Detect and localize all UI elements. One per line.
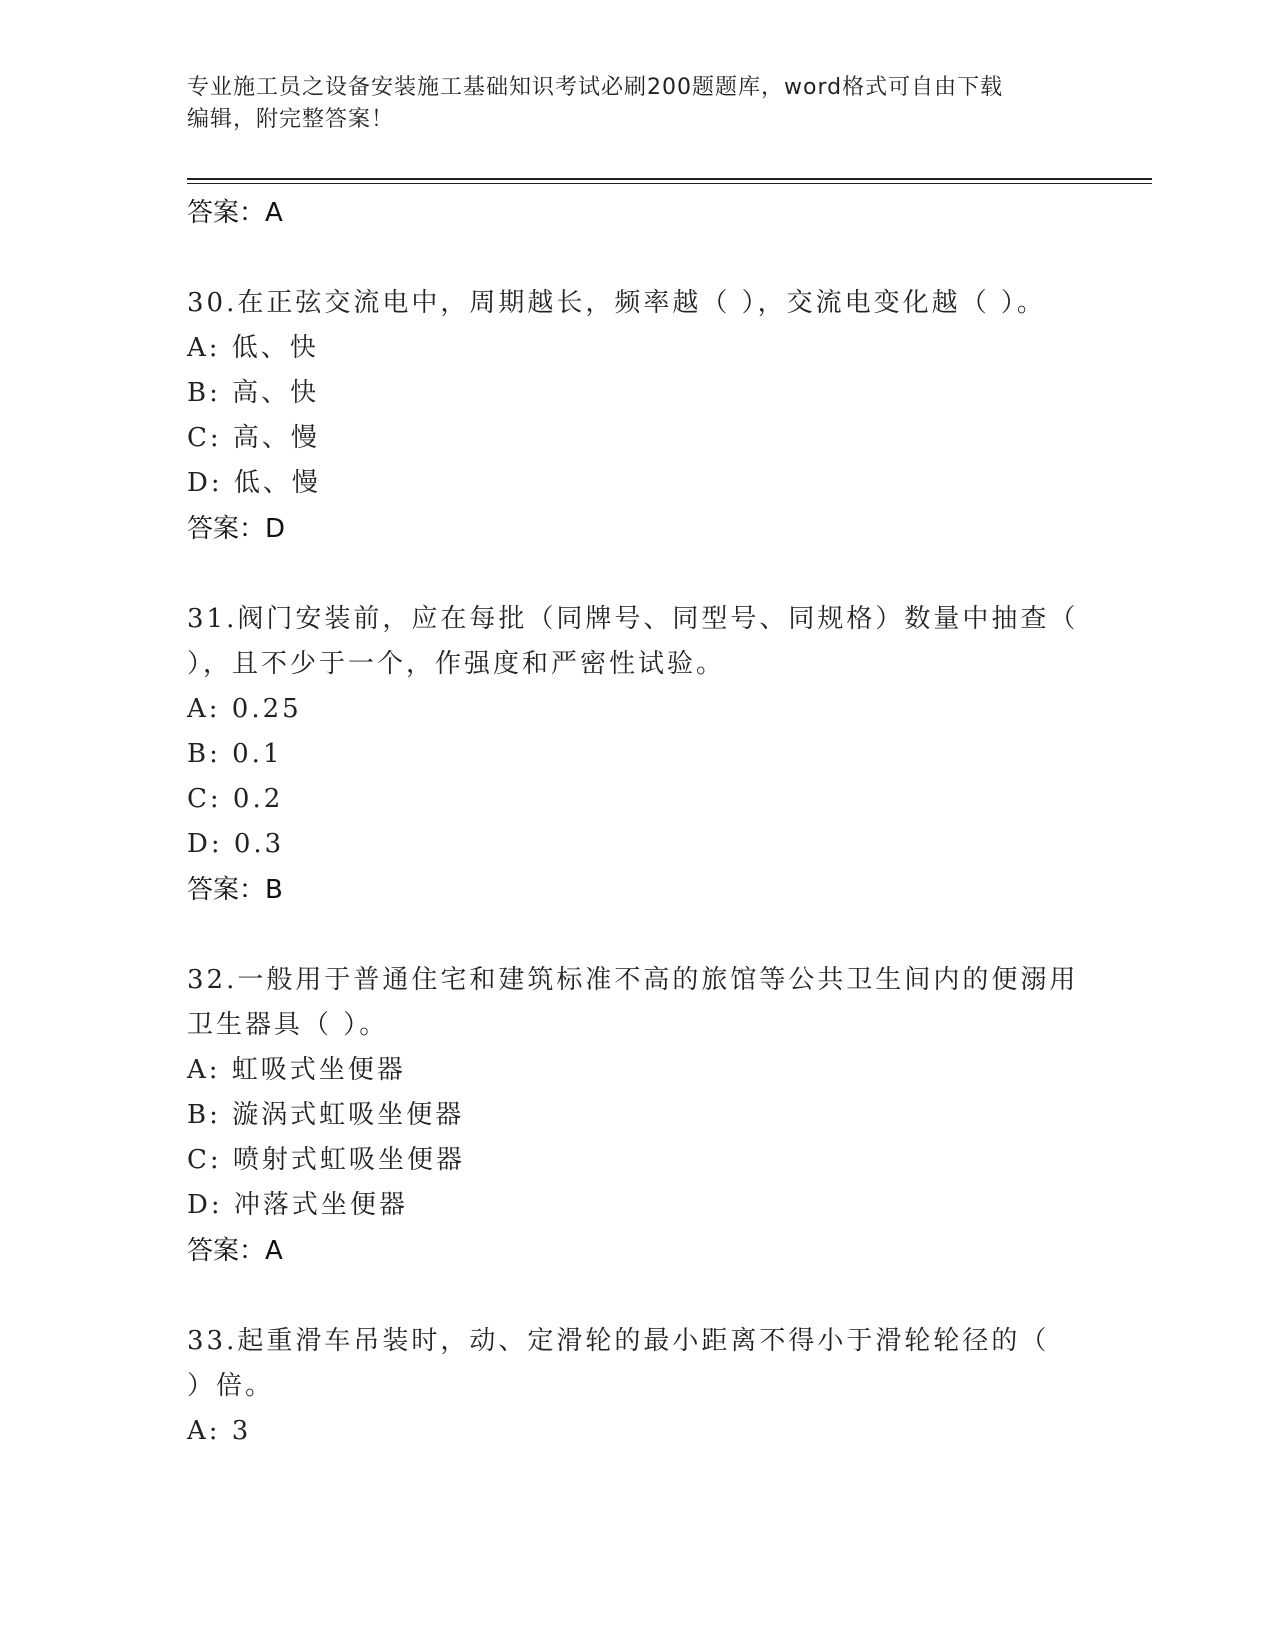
question-text-continued: 卫生器具（ ）。 [187,1010,389,1040]
option-b: B: 0.1 [187,739,283,769]
spacer [187,236,1087,281]
spacer [187,913,1087,958]
option-a: A: 虹吸式坐便器 [187,1055,406,1085]
document-header [187,72,1087,136]
option-b: B: 高、快 [187,378,320,408]
question-text-continued: ）倍。 [187,1371,275,1401]
document-body [187,190,1087,1454]
option-d: D: 低、慢 [187,468,321,498]
answer-line: 答案：A [187,1236,283,1266]
question-text-continued: ），且不少于一个，作强度和严密性试验。 [187,649,726,679]
question-text: 32.一般用于普通住宅和建筑标准不高的旅馆等公共卫生间内的便溺用 [187,965,1079,995]
option-c: C: 喷射式虹吸坐便器 [187,1145,465,1175]
option-a: A: 低、快 [187,333,319,363]
option-c: C: 0.2 [187,784,284,814]
option-b: B: 漩涡式虹吸坐便器 [187,1100,465,1130]
answer-line: 答案：B [187,875,283,905]
option-a: A: 3 [187,1416,252,1446]
header-line-1: 专业施工员之设备安装施工基础知识考试必刷200题题库，word格式可自由下载 [187,75,1004,100]
option-c: C: 高、慢 [187,423,320,453]
question-block [187,281,1087,552]
spacer [187,552,1087,597]
question-text: 30.在正弦交流电中，周期越长，频率越（ ），交流电变化越（ ）。 [187,288,1046,318]
question-block [187,597,1087,913]
question-block [187,958,1087,1274]
question-block [187,1319,1087,1454]
header-line-2: 编辑，附完整答案！ [187,107,395,132]
question-text: 31.阀门安装前，应在每批（同牌号、同型号、同规格）数量中抽查（ [187,604,1079,634]
option-d: D: 冲落式坐便器 [187,1190,408,1220]
option-d: D: 0.3 [187,829,285,859]
answer-line: 答案：D [187,514,286,544]
header-divider-thin [187,183,1152,184]
question-text: 33.起重滑车吊装时，动、定滑轮的最小距离不得小于滑轮轮径的（ [187,1326,1050,1356]
spacer [187,1274,1087,1319]
answer-line: 答案：A [187,198,283,228]
option-a: A: 0.25 [187,694,302,724]
header-divider-thick [187,178,1152,180]
